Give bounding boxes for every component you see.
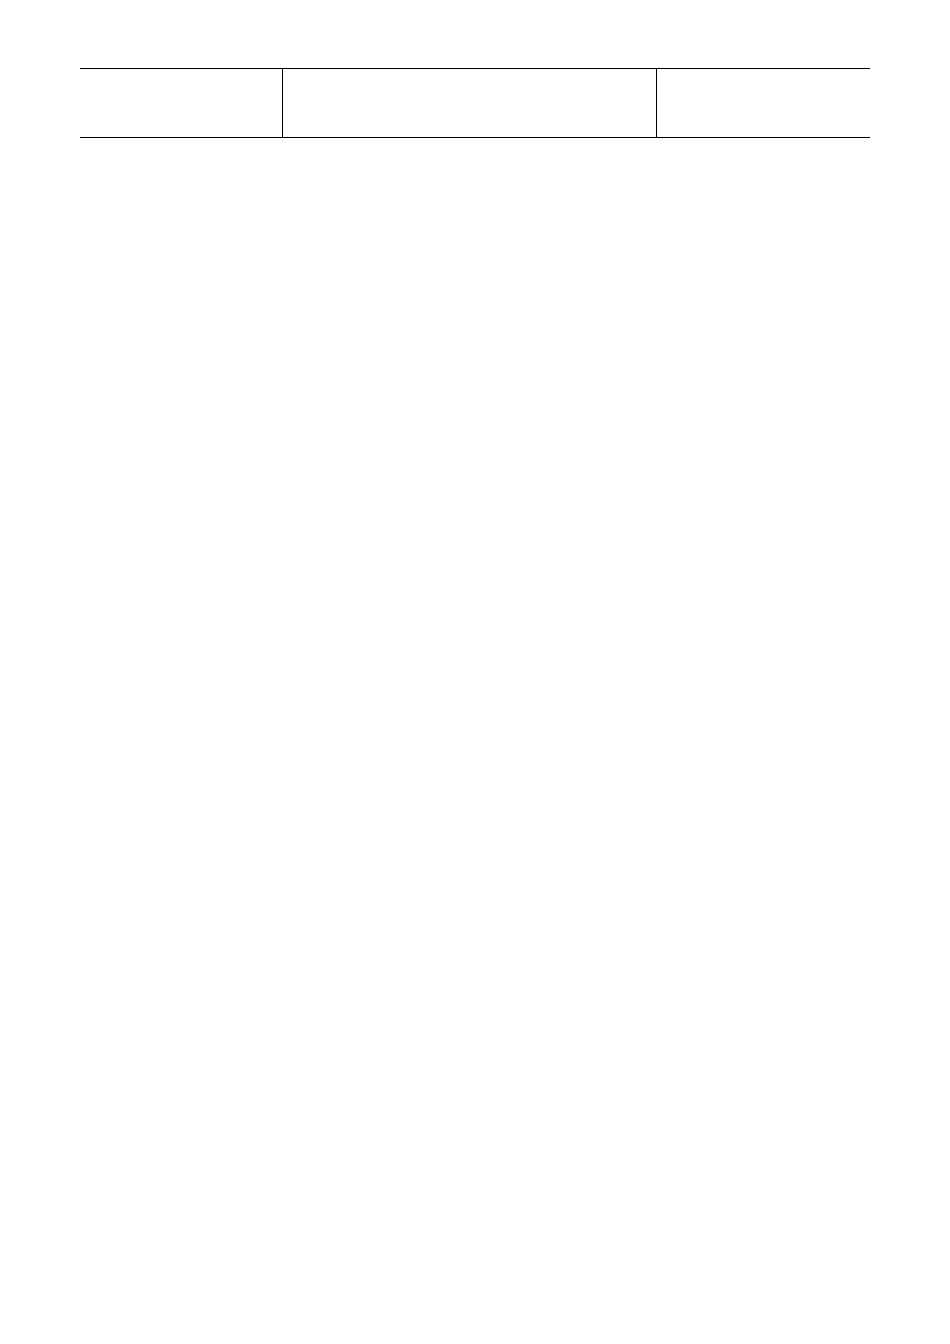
header-page-cell [656, 69, 870, 137]
header-motto-cell [282, 69, 657, 137]
document-header [80, 68, 870, 138]
header-meta-cell [80, 69, 282, 137]
